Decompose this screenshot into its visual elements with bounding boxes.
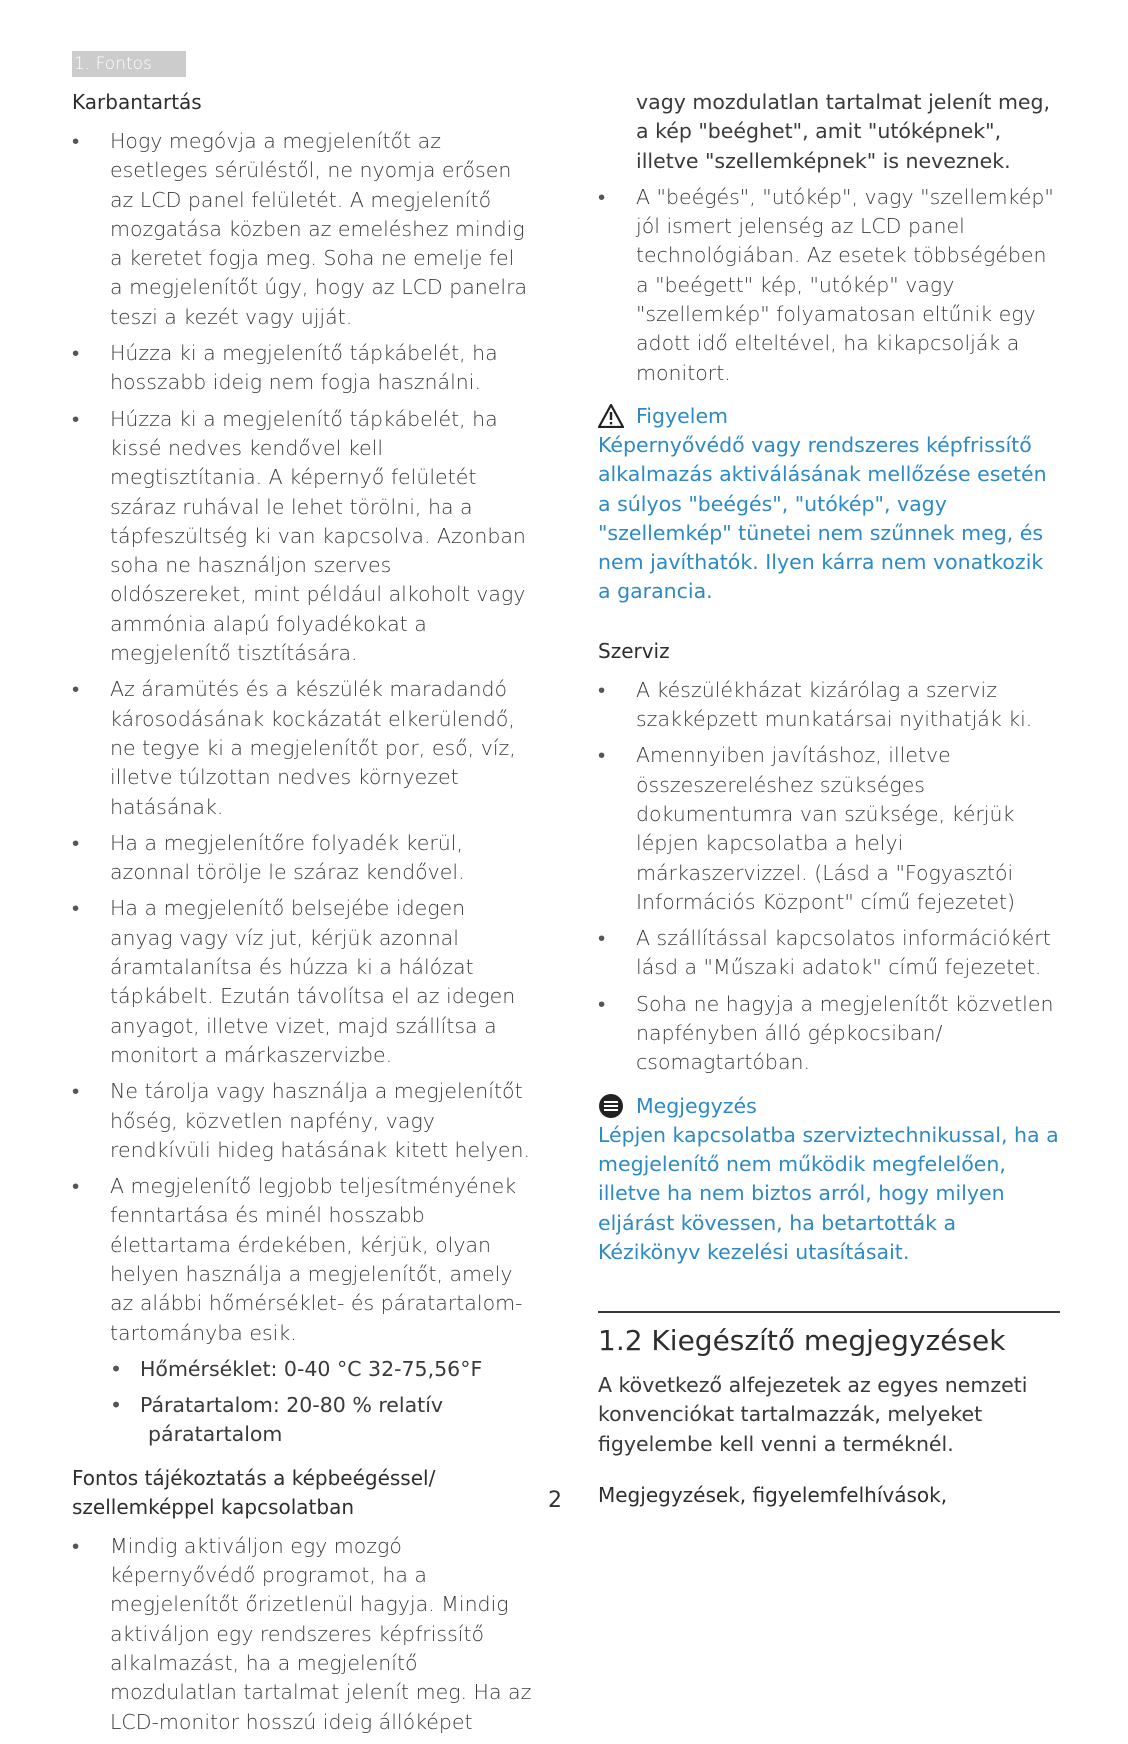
- temperature-item: • Hőmérséklet: 0-40 °C 32-75,56°F: [110, 1355, 532, 1384]
- maintenance-list: [72, 127, 532, 1348]
- warning-triangle-icon: [598, 404, 624, 428]
- list-item: • A megjelenítő legjobb teljesítményének fenntartása és minél hosszabb élettartama érdekében, kérjük, olyan helyen használja a megjelenítőt, amely az alábbi hőmérséklet- és páratartalom-tartományba esik.: [72, 1172, 532, 1348]
- chapter-tab: 1. Fontos: [72, 51, 186, 77]
- list-item: • Amennyiben javításhoz, illetve összeszereléshez szükséges dokumentumra van szüksége, kérjük lépjen kapcsolatba a helyi márkaszervizzel. (Lásd a "Fogyasztói Információs Központ" című fejezetet): [598, 741, 1060, 917]
- section-divider: [598, 1311, 1060, 1313]
- list-item: • Hogy megóvja a megjelenítőt az esetleges sérüléstől, ne nyomja erősen az LCD panel felületét. A megjelenítő mozgatása közben az emeléshez mindig a keretet fogja meg. Soha ne emelje fel a megjelenítőt úgy, hogy az LCD panelra teszi a kezét vagy ujját.: [72, 127, 532, 332]
- humidity-line2: páratartalom: [148, 1422, 283, 1447]
- note-icon: [598, 1093, 624, 1119]
- list-item: • A szállítással kapcsolatos információkért lásd a "Műszaki adatok" című fejezetet.: [598, 924, 1060, 983]
- list-item: • A készülékházat kizárólag a szerviz szakképzett munkatársai nyithatják ki.: [598, 676, 1060, 735]
- section-text: A következő alfejezetek az egyes nemzeti konvenciókat tartalmazzák, melyeket figyelembe kell venni a terméknél.: [598, 1373, 1028, 1456]
- note-title: Megjegyzés: [636, 1093, 757, 1118]
- warning-heading: [598, 402, 1060, 431]
- list-item: • A "beégés", "utókép", vagy "szellemkép" jól ismert jelenség az LCD panel technológiában. Az esetek többségében a "beégett" kép, "utókép" vagy "szellemkép" folyamatosan eltűnik egy adott idő elteltével, ha kikapcsolják a monitort.: [598, 183, 1060, 388]
- note-heading: [598, 1092, 1060, 1121]
- list-item: • Az áramütés és a készülék maradandó károsodásának kockázatát elkerülendő, ne tegye ki a megjelenítőt por, eső, víz, illetve túlzottan nedves környezet hatásának.: [72, 675, 532, 821]
- maintenance-heading: Karbantartás: [72, 90, 202, 114]
- service-heading: Szerviz: [598, 638, 670, 663]
- list-item: • Mindig aktiváljon egy mozgó képernyővédő programot, ha a megjelenítőt őrizetlenül hagyja. Mindig aktiváljon egy rendszeres képfrissítő alkalmazást, ha a megjelenítő mozdulatlan tartalmat jelenít meg. Ha az LCD-monitor hosszú ideig állóképet: [72, 1532, 532, 1737]
- right-column: [598, 88, 1060, 1520]
- humidity-item: [110, 1391, 532, 1450]
- list-item: • Ne tárolja vagy használja a megjelenítőt hőség, közvetlen napfény, vagy rendkívüli hideg hatásának kitett helyen.: [72, 1077, 532, 1165]
- list-item: • Ha a megjelenítőre folyadék kerül, azonnal törölje le száraz kendővel.: [72, 829, 532, 888]
- burnin-continuation: vagy mozdulatlan tartalmat jelenít meg, a kép "beéghet", amit "utóképnek", illetve "szellemképnek" is neveznek.: [636, 90, 1051, 173]
- list-item: • Húzza ki a megjelenítő tápkábelét, ha kissé nedves kendővel kell megtisztítania. A képernyő felületét száraz ruhával le lehet törölni, ha a tápfeszültség ki van kapcsolva. Azonban soha ne használjon szerves oldószereket, mint például alkoholt vagy ammónia alapú folyadékokat a megjelenítő tisztítására.: [72, 405, 532, 669]
- list-item: • Ha a megjelenítő belsejébe idegen anyag vagy víz jut, kérjük azonnal áramtalanítsa és húzza ki a hálózat tápkábelt. Ezután távolítsa el az idegen anyagot, illetve vizet, majd szállítsa a monitort a márkaszervizbe.: [72, 894, 532, 1070]
- burnin-list: [72, 1532, 532, 1737]
- service-list: [598, 676, 1060, 1078]
- page-number: 2: [548, 1488, 562, 1513]
- section-title: 1.2 Kiegészítő megjegyzések: [598, 1324, 1006, 1358]
- list-item: • Húzza ki a megjelenítő tápkábelét, ha hosszabb ideig nem fogja használni.: [72, 339, 532, 398]
- environment-sublist: [110, 1355, 532, 1450]
- subsection-heading: Megjegyzések, figyelemfelhívások,: [598, 1482, 948, 1507]
- burnin-list-cont: [598, 183, 1060, 388]
- burnin-heading: Fontos tájékoztatás a képbeégéssel/ szellemképpel kapcsolatban: [72, 1465, 436, 1519]
- warning-title: Figyelem: [636, 403, 729, 428]
- humidity-line1: Páratartalom: 20-80 % relatív: [140, 1393, 444, 1418]
- list-item: • Soha ne hagyja a megjelenítőt közvetlen napfényben álló gépkocsiban/ csomagtartóban.: [598, 990, 1060, 1078]
- left-column: [72, 88, 532, 1744]
- warning-text: Képernyővédő vagy rendszeres képfrissítő alkalmazás aktiválásának mellőzése esetén a súlyos "beégés", "utókép", vagy "szellemkép" tünetei nem szűnnek meg, és nem javíthatók. Ilyen kárra nem vonatkozik a garancia.: [598, 432, 1047, 604]
- note-text: Lépjen kapcsolatba szerviztechnikussal, ha a megjelenítő nem működik megfelelően, illetve ha nem biztos arról, hogy milyen eljárást kövessen, ha betartották a Kézikönyv kezelési utasításait.: [598, 1122, 1059, 1264]
